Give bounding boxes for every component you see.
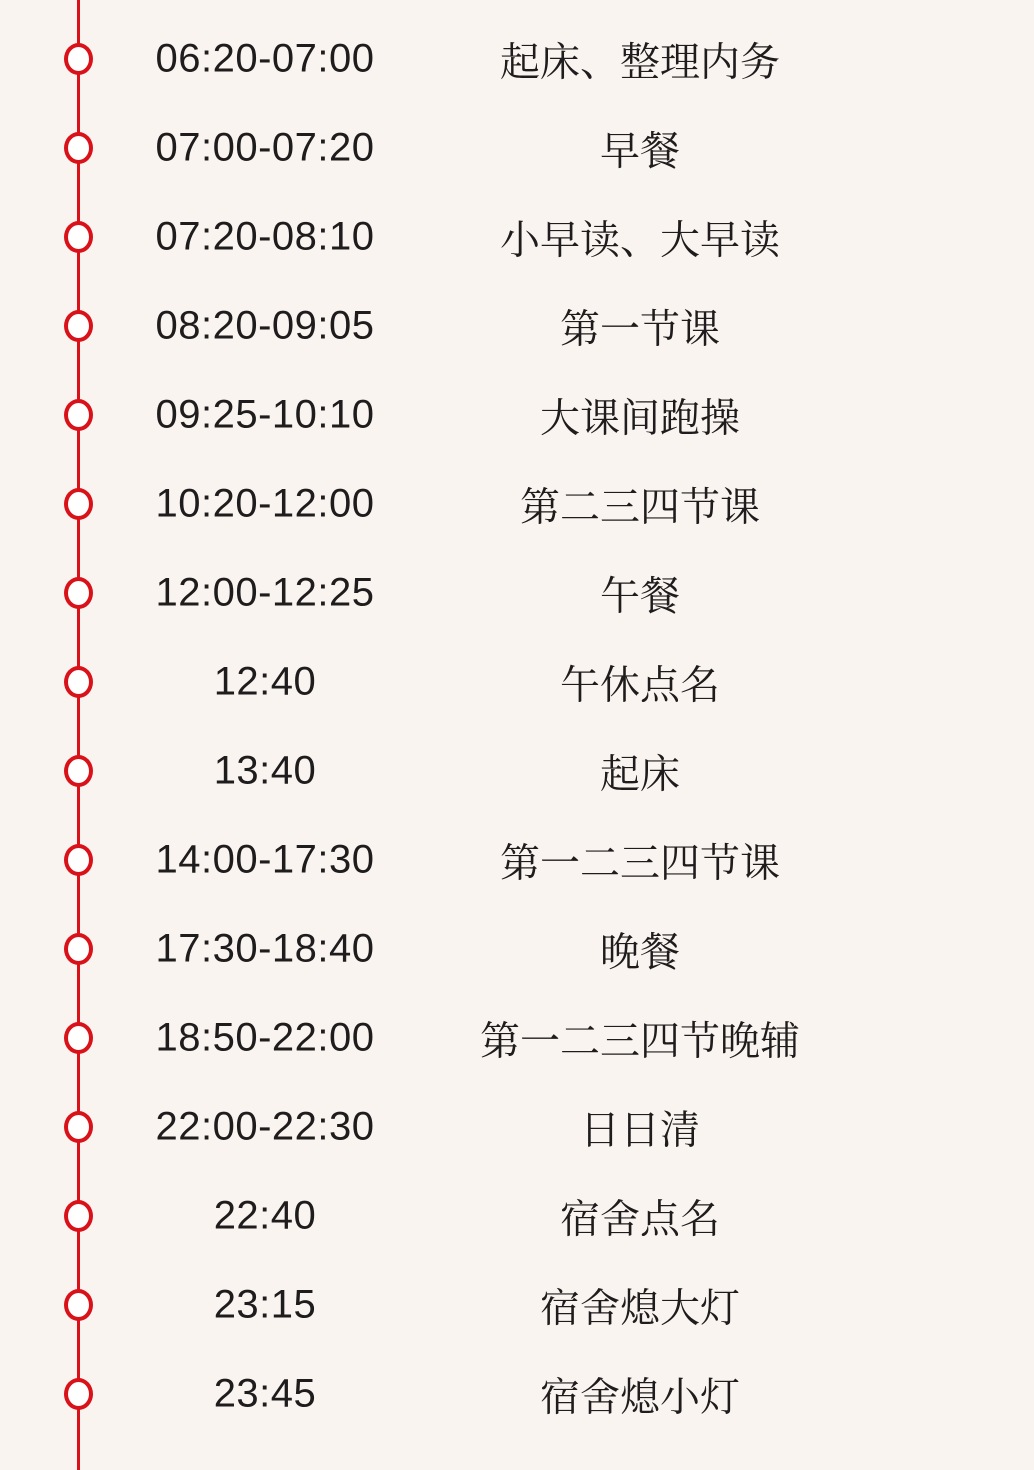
schedule-row [0, 993, 1034, 1082]
activity-label: 第一节课 [560, 307, 720, 351]
time-label: 08:20-09:05 [155, 303, 375, 347]
schedule-row [0, 1082, 1034, 1171]
schedule-row [0, 904, 1034, 993]
time-label: 13:40 [213, 748, 317, 792]
schedule-row [0, 726, 1034, 815]
timeline-node-circle-icon [64, 221, 93, 253]
activity-label: 起床 [600, 752, 680, 796]
timeline-node-circle-icon [64, 43, 93, 75]
timeline-node-circle-icon [64, 1200, 93, 1232]
timeline-node-circle-icon [64, 1022, 93, 1054]
timeline-node-circle-icon [64, 844, 93, 876]
time-label: 10:20-12:00 [155, 481, 375, 525]
timeline-node-circle-icon [64, 1289, 93, 1321]
timeline-node-circle-icon [64, 577, 93, 609]
timeline-node-circle-icon [64, 132, 93, 164]
activity-label: 大课间跑操 [540, 396, 740, 440]
timeline-node-circle-icon [64, 399, 93, 431]
time-label: 17:30-18:40 [155, 926, 375, 970]
activity-label: 起床、整理内务 [500, 40, 780, 84]
activity-label: 第一二三四节晚辅 [480, 1019, 800, 1063]
schedule-row [0, 459, 1034, 548]
schedule-row [0, 1171, 1034, 1260]
schedule-row [0, 1260, 1034, 1349]
time-label: 22:40 [213, 1193, 317, 1237]
time-label: 12:40 [213, 659, 317, 703]
time-label: 23:45 [213, 1371, 317, 1415]
time-label: 18:50-22:00 [155, 1015, 375, 1059]
activity-label: 第二三四节课 [520, 485, 760, 529]
schedule-row [0, 103, 1034, 192]
time-label: 06:20-07:00 [155, 36, 375, 80]
time-label: 12:00-12:25 [155, 570, 375, 614]
activity-label: 宿舍点名 [560, 1197, 720, 1241]
timeline-node-circle-icon [64, 1378, 93, 1410]
schedule-row [0, 192, 1034, 281]
activity-label: 宿舍熄小灯 [540, 1375, 740, 1419]
activity-label: 晚餐 [600, 930, 680, 974]
schedule-rows [0, 14, 1034, 1438]
time-label: 14:00-17:30 [155, 837, 375, 881]
activity-label: 早餐 [600, 129, 680, 173]
time-label: 07:00-07:20 [155, 125, 375, 169]
schedule-row [0, 370, 1034, 459]
time-label: 09:25-10:10 [155, 392, 375, 436]
activity-label: 午休点名 [560, 663, 720, 707]
activity-label: 日日清 [580, 1108, 700, 1152]
timeline-node-circle-icon [64, 488, 93, 520]
schedule-row [0, 1349, 1034, 1438]
schedule-row [0, 548, 1034, 637]
activity-label: 宿舍熄大灯 [540, 1286, 740, 1330]
timeline-node-circle-icon [64, 933, 93, 965]
time-label: 23:15 [213, 1282, 317, 1326]
schedule-row [0, 815, 1034, 904]
timeline-node-circle-icon [64, 755, 93, 787]
time-label: 07:20-08:10 [155, 214, 375, 258]
activity-label: 第一二三四节课 [500, 841, 780, 885]
timeline-node-circle-icon [64, 1111, 93, 1143]
schedule-row [0, 281, 1034, 370]
timeline-node-circle-icon [64, 666, 93, 698]
schedule-row [0, 14, 1034, 103]
activity-label: 小早读、大早读 [500, 218, 780, 262]
schedule-row [0, 637, 1034, 726]
activity-label: 午餐 [600, 574, 680, 618]
timeline-node-circle-icon [64, 310, 93, 342]
time-label: 22:00-22:30 [155, 1104, 375, 1148]
